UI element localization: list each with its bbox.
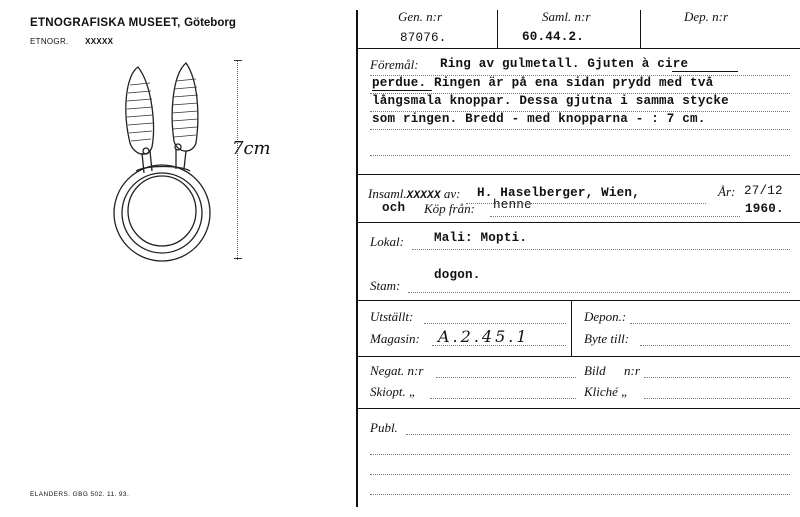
dotted-line [370,155,790,156]
gen-nr-value: 87076. [400,31,447,45]
stam-label: Stam: [370,278,401,293]
kop-fran-value: henne [493,198,532,212]
publ-label: Publ. [370,420,398,435]
foremal-label: Föremål: [370,57,419,72]
dotted-line [432,345,566,346]
dotted-line [370,111,790,112]
dotted-line [370,454,790,455]
saml-nr-label: Saml. n:r [542,9,591,24]
foremal-line-2: perdue. Ringen är på ena sidan prydd med två [372,76,714,90]
och-value: och [382,201,406,215]
skiopt-label: Skiopt. „ [370,384,417,399]
stam-value: dogon. [434,268,481,282]
ring-drawing [100,55,220,270]
dotted-line [370,474,790,475]
struck-text: XXXXX [85,37,114,46]
ruler-tick [234,60,242,61]
ruler-tick [234,258,242,259]
card-left-border [356,10,358,507]
section-line [357,48,800,49]
section-line [357,174,800,175]
kop-fran-label: Köp från: [424,201,475,216]
measure-ruler [237,60,241,260]
ar-label: År: [718,184,736,199]
struck-text: XXXXX [406,190,441,202]
dotted-line [630,323,790,324]
dotted-line [430,398,576,399]
dotted-line [490,216,740,217]
underline [372,90,432,91]
section-line [357,356,800,357]
ar-value-year: 1960. [745,202,784,216]
bild-label: Bild [584,363,606,378]
dotted-line [424,323,566,324]
measure-label: 7cm [232,138,271,159]
foremal-line-1: Ring av gulmetall. Gjuten à cire [440,57,689,71]
negat-label: Negat. n:r [370,363,424,378]
top-divider [497,10,498,48]
kliche-label: Kliché „ [584,384,629,399]
magasin-value: A.2.45.1 [438,327,530,346]
utstallt-label: Utställt: [370,309,414,324]
insaml-value: H. Haselberger, Wien, [477,186,640,200]
dotted-line [370,129,790,130]
gen-nr-label: Gen. n:r [398,9,443,24]
museum-title [30,17,236,29]
column-divider [571,301,572,356]
saml-nr-value: 60.44.2. [522,30,585,44]
museum-name: ETNOGRAFISKA MUSEET, [30,17,181,29]
printer-imprint: ELANDERS. GBG 502. 11. 93. [30,491,130,498]
dotted-line [370,75,790,76]
dotted-line [466,203,706,204]
ar-value-date: 27/12 [744,184,783,198]
lokal-label: Lokal: [370,234,404,249]
foremal-line-4: som ringen. Bredd - med knopparna - : 7 cm. [372,112,706,126]
magasin-label: Magasin: [370,331,420,346]
section-line [357,222,800,223]
dotted-line [644,377,790,378]
depon-label: Depon.: [584,309,627,324]
dotted-line [436,377,576,378]
foremal-line-3: långsmala knoppar. Dessa gjutna i samma stycke [372,94,729,108]
museum-city: Göteborg [184,17,236,29]
section-line [357,300,800,301]
insaml-label: Insaml.XXXXX av: [368,186,461,202]
section-line [357,408,800,409]
catalog-subheader [30,37,113,46]
underline [672,71,738,72]
bild-nr-label: n:r [624,363,640,378]
catalog-sub-label: ETNOGR. [30,37,69,46]
lokal-value: Mali: Mopti. [434,231,528,245]
dep-nr-label: Dep. n:r [684,9,729,24]
dotted-line [408,292,790,293]
dotted-line [412,249,790,250]
dotted-line [406,434,790,435]
byte-till-label: Byte till: [584,331,630,346]
dotted-line [370,494,790,495]
dotted-line [370,93,790,94]
top-divider [640,10,641,48]
dotted-line [644,398,790,399]
dotted-line [640,345,790,346]
